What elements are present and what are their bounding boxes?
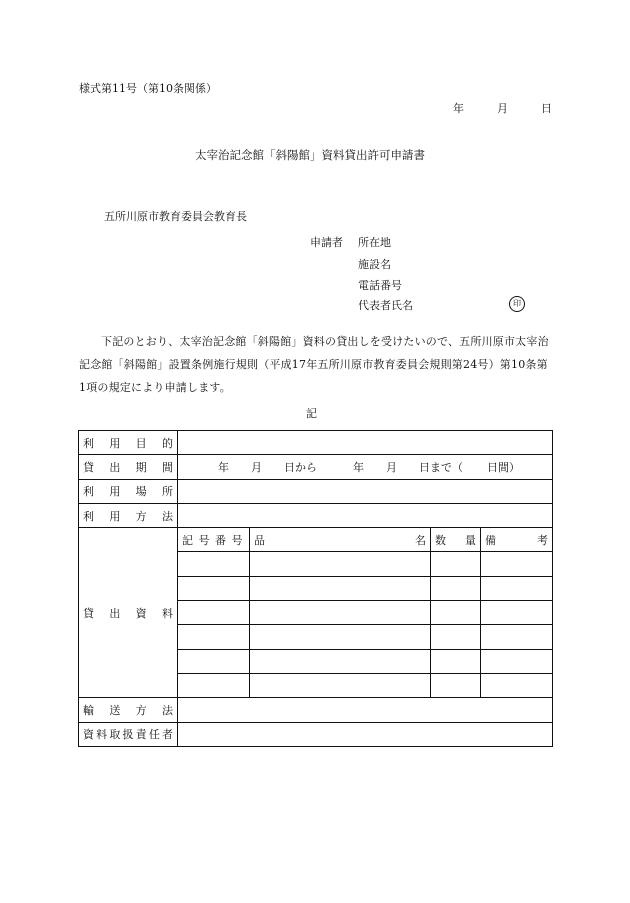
header-quantity-left: 数 (435, 533, 446, 547)
material-name-cell[interactable] (250, 576, 431, 600)
row-transport (79, 698, 553, 722)
transport-value[interactable] (178, 698, 553, 722)
field-representative: 代表者氏名 (358, 299, 413, 312)
material-note-cell[interactable] (481, 552, 553, 576)
period-d2: 日まで（ (419, 460, 463, 474)
addressee: 五所川原市教育委員会教育長 (104, 210, 247, 223)
period-y2: 年 (353, 460, 364, 474)
material-qty-cell[interactable] (431, 601, 481, 625)
applicant-label: 申請者 (310, 236, 343, 249)
form-number: 様式第11号（第10条関係） (79, 82, 217, 95)
ki-heading: 記 (306, 407, 317, 420)
seal-mark: 印 (509, 296, 525, 312)
material-name-cell[interactable] (250, 601, 431, 625)
material-symbol-cell[interactable] (178, 576, 250, 600)
material-note-cell[interactable] (481, 649, 553, 673)
material-symbol-cell[interactable] (178, 625, 250, 649)
manager-value[interactable] (178, 722, 553, 746)
header-item-name-left: 品 (254, 533, 265, 547)
period-days: 日間） (487, 460, 520, 474)
date-year: 年 (453, 102, 464, 115)
transport-label: 輸 送 方 法 (79, 698, 178, 722)
header-quantity (431, 528, 481, 552)
material-name-cell[interactable] (250, 625, 431, 649)
material-qty-cell[interactable] (431, 649, 481, 673)
date-month: 月 (497, 102, 508, 115)
field-facility-name: 施設名 (358, 258, 391, 271)
header-remarks (481, 528, 553, 552)
row-place (79, 479, 553, 503)
date-line (453, 100, 552, 116)
manager-label: 資料取扱責任者 (79, 722, 178, 746)
material-symbol-cell[interactable] (178, 552, 250, 576)
period-y1: 年 (218, 460, 229, 474)
material-note-cell[interactable] (481, 601, 553, 625)
place-label: 利 用 場 所 (79, 479, 178, 503)
material-name-cell[interactable] (250, 552, 431, 576)
material-note-cell[interactable] (481, 625, 553, 649)
material-qty-cell[interactable] (431, 552, 481, 576)
form-table (78, 430, 553, 747)
material-qty-cell[interactable] (431, 673, 481, 697)
row-period (79, 455, 553, 479)
material-qty-cell[interactable] (431, 625, 481, 649)
row-method (79, 503, 553, 527)
header-remarks-left: 備 (485, 533, 496, 547)
period-value[interactable] (178, 455, 553, 479)
purpose-value[interactable] (178, 431, 553, 455)
period-m1: 月 (251, 460, 262, 474)
period-m2: 月 (386, 460, 397, 474)
row-manager (79, 722, 553, 746)
material-name-cell[interactable] (250, 673, 431, 697)
header-quantity-right: 量 (465, 533, 476, 547)
field-address: 所在地 (358, 236, 391, 249)
purpose-label: 利 用 目 的 (79, 431, 178, 455)
material-name-cell[interactable] (250, 649, 431, 673)
material-note-cell[interactable] (481, 576, 553, 600)
material-note-cell[interactable] (481, 673, 553, 697)
method-value[interactable] (178, 503, 553, 527)
place-value[interactable] (178, 479, 553, 503)
materials-header-row (79, 528, 553, 552)
header-symbol-number: 記 号 番 号 (178, 528, 250, 552)
row-purpose (79, 431, 553, 455)
material-symbol-cell[interactable] (178, 673, 250, 697)
materials-label: 貸 出 資 料 (79, 528, 178, 698)
header-item-name-right: 名 (415, 533, 426, 547)
material-symbol-cell[interactable] (178, 601, 250, 625)
method-label: 利 用 方 法 (79, 503, 178, 527)
material-symbol-cell[interactable] (178, 649, 250, 673)
date-day: 日 (541, 102, 552, 115)
header-item-name (250, 528, 431, 552)
header-remarks-right: 考 (537, 533, 548, 547)
material-qty-cell[interactable] (431, 576, 481, 600)
body-text: 下記のとおり、太宰治記念館「斜陽館」資料の貸出しを受けたいので、五所川原市太宰治記念館「斜陽館」設置条例施行規則（平成17年五所川原市教育委員会規則第24号）第10条第1項の規定により申請します。 (79, 335, 549, 394)
period-d1: 日から (284, 460, 317, 474)
document-title: 太宰治記念館「斜陽館」資料貸出許可申請書 (195, 148, 425, 162)
field-phone: 電話番号 (358, 279, 402, 292)
period-label: 貸 出 期 間 (79, 455, 178, 479)
